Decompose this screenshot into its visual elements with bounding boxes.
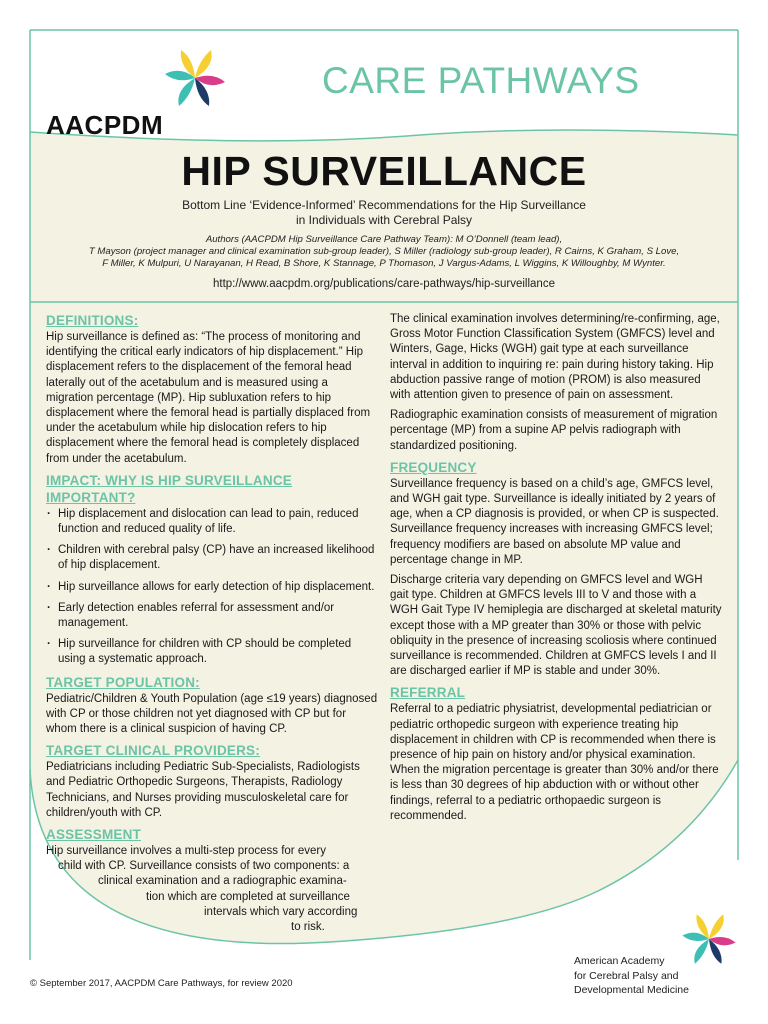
footer-org-line: Developmental Medicine: [574, 984, 689, 996]
definitions-text: Hip surveillance is defined as: “The process of monitoring and identifying the critical early indicators of hip displacement.” Hip displacement refers to the displacement of the femoral head laterally out of the acetabulum and is measured using a migration percentage (MP). Hip subluxation refers to hip displacement where the femoral head is partially displaced from under the acetabulum while hip dislocation refers to hip displacement where the femoral head is completely displaced from under the acetabulum.: [46, 331, 371, 465]
assessment-text: [46, 844, 378, 935]
impact-bullet: · Hip surveillance allows for early detection of hip displacement.: [46, 580, 378, 595]
assessment-heading: ASSESSMENT: [46, 827, 142, 843]
impact-bullet: · Early detection enables referral for assessment and/or management.: [46, 601, 378, 631]
footer-org-line: for Cerebral Palsy and: [574, 969, 679, 982]
org-name: AACPDM: [46, 110, 164, 140]
subtitle-line: in Individuals with Cerebral Palsy: [295, 213, 473, 227]
target-population-heading: TARGET POPULATION:: [46, 674, 200, 690]
target-providers-text: Pediatricians including Pediatric Sub-Specialists, Radiologists and Pediatric Orthopedic Surgeons, Therapists, Radiology Technicians, and Nurses providing musculoskeletal care for children/youth with CP.: [46, 761, 360, 819]
impact-heading: IMPACT: WHY IS HIP SURVEILLANCE IMPORTANT?: [46, 472, 292, 505]
impact-bullet: · Hip displacement and dislocation can lead to pain, reduced function and reduced quality of life.: [46, 507, 378, 537]
impact-bullet: · Children with cerebral palsy (CP) have an increased likelihood of hip displacement.: [46, 543, 378, 573]
impact-bullet: · Hip surveillance for children with CP should be completed using a systematic approach.: [46, 637, 378, 667]
frequency-heading: FREQUENCY: [390, 459, 477, 475]
assessment-line: intervals which vary according: [204, 905, 358, 918]
definitions-heading: DEFINITIONS:: [46, 313, 139, 328]
page-title: HIP SURVEILLANCE: [181, 148, 587, 194]
subtitle: [0, 198, 768, 228]
frequency-text: Surveillance frequency is based on a child’s age, GMFCS level, and WGH gait type. Surveillance is ideally initiated by 2 years of age, when a CP diagnosis is provided, or when CP is suspected. Surveillance frequency increases with increasing GMFCS level; frequency modifiers are based on absolute MP value and percentage change in MP.: [390, 477, 719, 566]
clinical-exam-text: The clinical examination involves determining/re-confirming, age, Gross Motor Function Classification System (GMFCS) level and Winters, Gage, Hicks (WGH) gait type at each surveillance interval in addition to inquiring re: pain during history taking. Hip abduction passive range of motion (PROM) is also measured with attention given to presence of pain on assessment.: [390, 313, 720, 402]
assessment-line: child with CP. Surveillance consists of two components: a: [58, 860, 350, 873]
target-population-text: Pediatric/Children & Youth Population (age ≤19 years) diagnosed with CP or those children not yet diagnosed with CP but for whom there is a clinical suspicion of having CP.: [46, 692, 378, 736]
authors: [60, 234, 708, 270]
copyright-notice: © September 2017, AACPDM Care Pathways, for review 2020: [30, 978, 293, 989]
assessment-line: Hip surveillance involves a multi-step process for every: [46, 845, 326, 858]
pinwheel-logo-icon: [162, 43, 228, 113]
footer-org-name: [574, 954, 689, 998]
assessment-line: to risk.: [291, 921, 325, 934]
authors-line: F Miller, K Mulpuri, U Narayanan, H Read, B Shore, K Stannage, P Thomason, J Vargus-Adams, L Wiggins, K Willoughby, M Wynter.: [102, 258, 666, 269]
target-providers-heading: TARGET CLINICAL PROVIDERS:: [46, 743, 260, 759]
impact-list: [46, 507, 378, 668]
assessment-line: clinical examination and a radiographic examina-: [98, 875, 347, 888]
radiographic-text: Radiographic examination consists of measurement of migration percentage (MP) from a supine AP pelvis radiograph with standardized positioning.: [390, 409, 718, 452]
authors-line: T Mayson (project manager and clinical examination sub-group leader), S Miller (radiology sub-group leader), R Cairns, K Graham, S Love,: [88, 246, 680, 257]
assessment-line: tion which are completed at surveillance: [146, 890, 350, 903]
authors-line: Authors (AACPDM Hip Surveillance Care Pathway Team): M O’Donnell (team lead),: [205, 234, 563, 245]
document-url[interactable]: http://www.aacpdm.org/publications/care-pathways/hip-surveillance: [213, 278, 555, 290]
footer-org-line: American Academy: [574, 955, 665, 967]
series-title: CARE PATHWAYS: [322, 60, 640, 101]
right-column: [390, 312, 722, 829]
left-column: [46, 312, 378, 935]
referral-heading: REFERRAL: [390, 685, 466, 701]
discharge-text: Discharge criteria vary depending on GMFCS level and WGH gait type. Children at GMFCS levels III to V and those with a WGH Gait Type IV hemiplegia are discharged at skeletal maturity except those with a MP greater than 30% or those with pelvic obliquity in the presence of increasing scoliosis where continued surveillance is recommended. Children at GMFCS levels I and II are discharged earlier if MP is stable and under 30%.: [390, 574, 722, 678]
referral-text: Referral to a pediatric physiatrist, developmental pediatrician or pediatric orthopedic surgeon with experience treating hip displacement in children with CP is recommended when there is presence of hip pain on history and/or physical examination. When the migration percentage is greater than 30% and/or there is less than 30 degrees of hip abduction with or without other findings, referral to a pediatric orthopaedic surgeon is recommended.: [390, 703, 719, 822]
subtitle-line: Bottom Line ‘Evidence-Informed’ Recommendations for the Hip Surveillance: [182, 198, 586, 212]
